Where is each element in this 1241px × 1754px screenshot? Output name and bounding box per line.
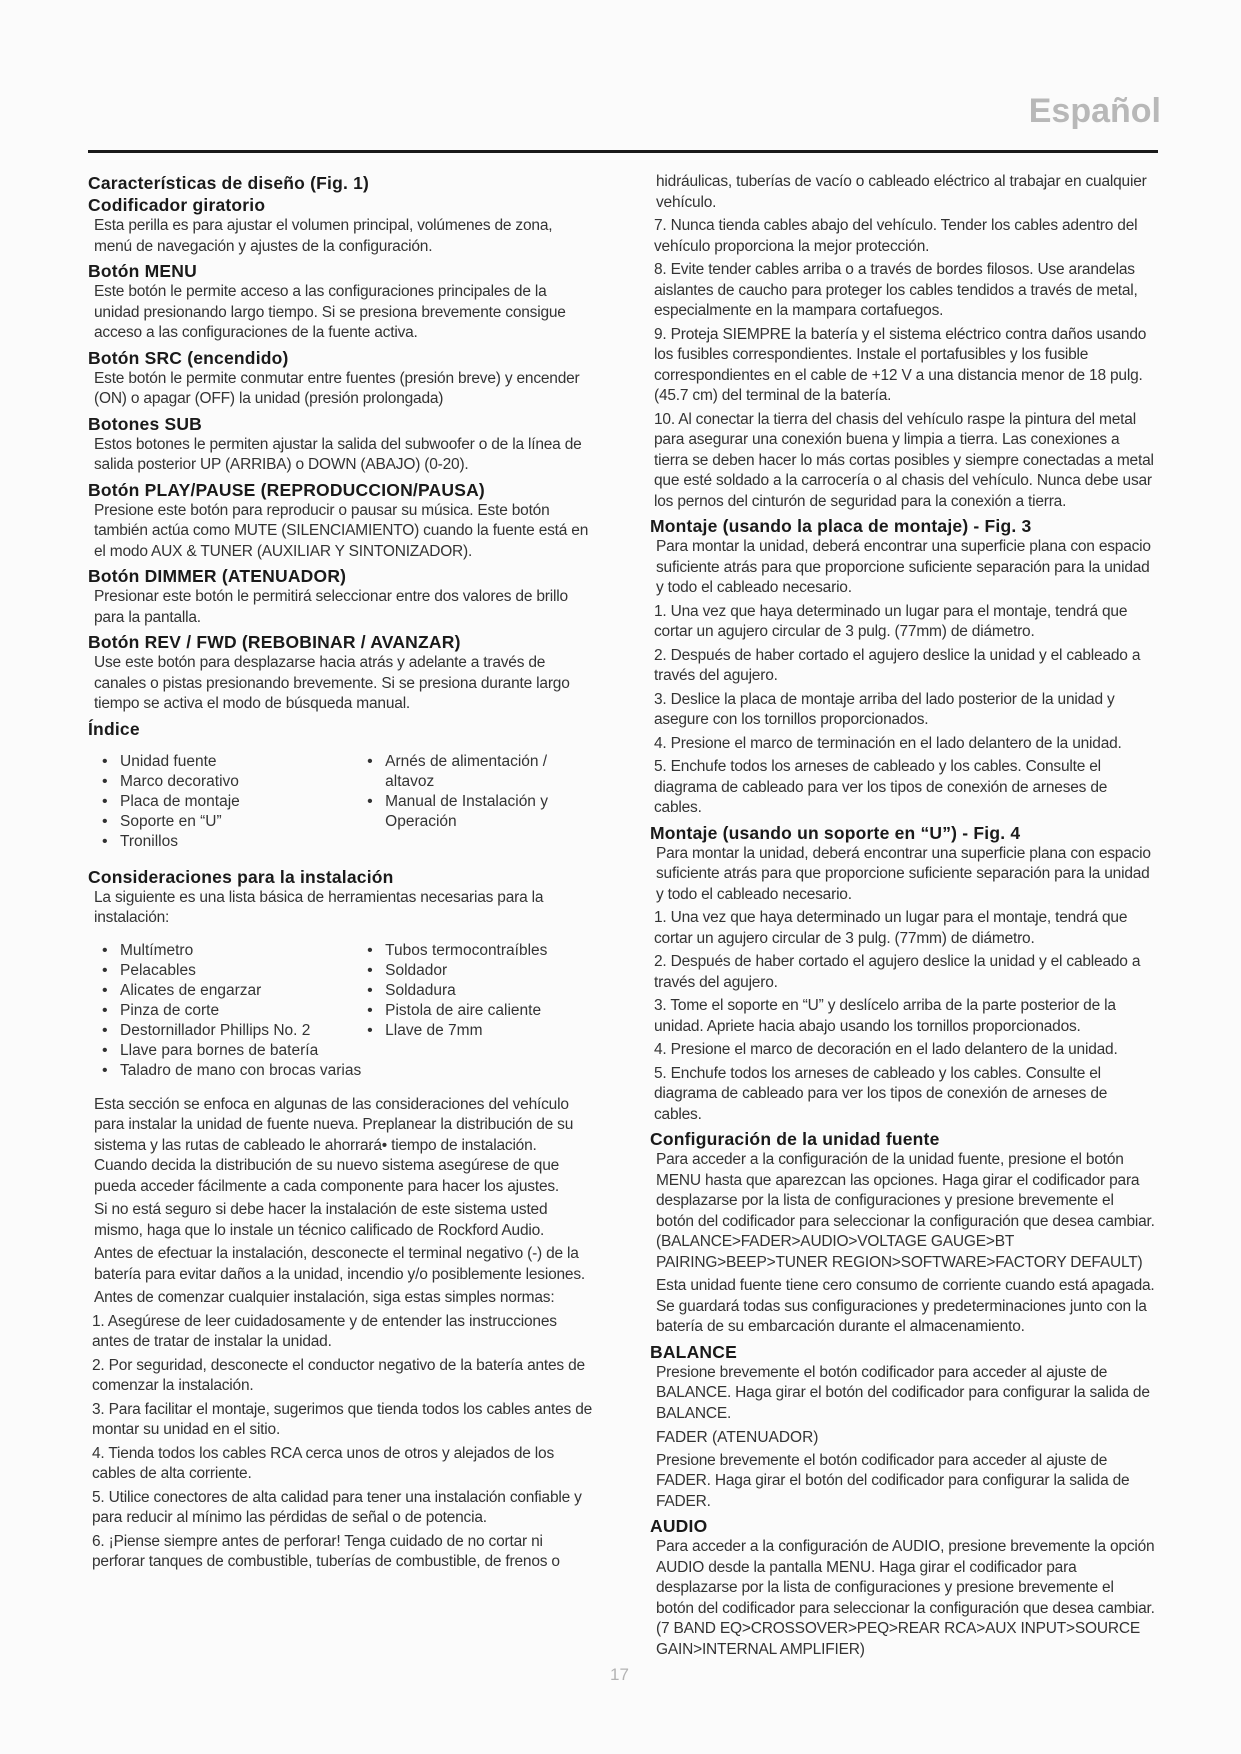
paragraph-zero-draw: Esta unidad fuente tiene cero consumo de corriente cuando está apagada. Se guardará todas sus configuraciones y predeterminaciones junto con la batería de su embarcación durante el almacenamiento.	[656, 1277, 1155, 1335]
list-item: • Llave de 7mm	[367, 1021, 593, 1041]
subtitle-dimmer-button: Botón DIMMER (ATENUADOR)	[88, 566, 347, 586]
rule-item: 8. Evite tender cables arriba o a través de bordes filosos. Use arandelas aislantes de caucho para proteger los cables tendidos a través de metal, especialmente en la mampara cortafuegos.	[654, 261, 1138, 319]
step-item: 1. Una vez que haya determinado un lugar para el montaje, tendrá que cortar un agujero circular de 3 pulg. (77mm) de diámetro.	[654, 909, 1128, 947]
rule-item: 2. Por seguridad, desconecte el conductor negativo de la batería antes de comenzar la instalación.	[92, 1356, 585, 1394]
step-item: 2. Después de haber cortado el agujero deslice la unidad y el cableado a través del agujero.	[654, 953, 1141, 991]
list-item: • Multímetro	[102, 941, 367, 961]
section-title-source-config: Configuración de la unidad fuente	[650, 1129, 940, 1149]
paragraph-rules-intro: Antes de comenzar cualquier instalación, siga estas simples normas:	[94, 1289, 555, 1306]
subtitle-rotary-encoder: Codificador giratorio	[88, 195, 266, 215]
tools-list	[102, 941, 593, 1081]
paragraph-menu-button: Este botón le permite acceso a las configuraciones principales de la unidad presionando largo tiempo. Si se presiona brevemente consigue acceso a las configuraciones de la fuente activa.	[94, 283, 566, 341]
list-item: • Manual de Instalación y Operación	[367, 792, 593, 832]
step-item: 5. Enchufe todos los arneses de cableado y los cables. Consulte el diagrama de cableado para ver los tipos de conexión de arneses de cables.	[654, 758, 1108, 816]
paragraph-rule-continuation: hidráulicas, tuberías de vacío o cableado eléctrico al trabajar en cualquier vehículo.	[656, 173, 1147, 211]
paragraph-technician: Si no está seguro si debe hacer la instalación de este sistema usted mismo, haga que lo instale un técnico calificado de Rockford Audio.	[94, 1201, 548, 1239]
rule-item: 4. Tienda todos los cables RCA cerca unos de otros y alejados de los cables de alta corriente.	[92, 1444, 555, 1482]
step-item: 5. Enchufe todos los arneses de cableado y los cables. Consulte el diagrama de cableado para ver los tipos de conexión de arneses de cables.	[654, 1064, 1108, 1123]
step-item: 4. Presione el marco de terminación en el lado delantero de la unidad.	[654, 734, 1122, 752]
paragraph-balance: Presione brevemente el botón codificador para acceder al ajuste de BALANCE. Haga girar el botón del codificador para configurar la salida de BALANCE.	[656, 1363, 1150, 1422]
subtitle-src-button: Botón SRC (encendido)	[88, 347, 289, 368]
paragraph-mounting-plate: Para montar la unidad, deberá encontrar una superficie plana con espacio suficiente atrás para que proporcione suficiente separación para la unidad y todo el cableado necesario.	[656, 538, 1151, 596]
list-item: • Marco decorativo	[102, 772, 367, 792]
section-title-design-features: Características de diseño (Fig. 1)	[88, 173, 370, 193]
paragraph-rotary-encoder: Esta perilla es para ajustar el volumen principal, volúmenes de zona, menú de navegación y ajustes de la configuración.	[94, 217, 553, 255]
list-item: • Soporte en “U”	[102, 812, 367, 832]
rule-item: 10. Al conectar la tierra del chasis del vehículo raspe la pintura del metal para asegurar una conexión buena y limpia a tierra. Las conexiones a tierra se deben hacer lo más cortas posibles y siempre conectadas a metal que esté soldado a la carrocería o al chasis del vehículo. Nunca debe usar los pernos del cinturón de seguridad para la conexión a tierra.	[654, 410, 1154, 510]
paragraph-play-pause-button: Presione este botón para reproducir o pausar su música. Este botón también actúa como MUTE (SILENCIAMIENTO) cuando la fuente está en el modo AUX & TUNER (AUXILIAR Y SINTONIZADOR).	[94, 501, 589, 560]
subtitle-rev-fwd-button: Botón REV / FWD (REBOBINAR / AVANZAR)	[88, 632, 461, 652]
language-heading: Español	[1028, 92, 1161, 130]
list-item: • Pistola de aire caliente	[367, 1001, 593, 1021]
paragraph-fader: Presione brevemente el botón codificador para acceder al ajuste de FADER. Haga girar el botón del codificador para configurar la salida de FADER.	[656, 1451, 1130, 1510]
paragraph-rev-fwd-button: Use este botón para desplazarse hacia atrás y adelante a través de canales o pistas presionando brevemente. Si se presiona durante largo tiempo se activa el modo de búsqueda manual.	[94, 654, 570, 712]
section-title-installation: Consideraciones para la instalación	[88, 866, 394, 887]
paragraph-source-config: Para acceder a la configuración de la unidad fuente, presione el botón MENU hasta que aparezcan las opciones. Haga girar el codificador para desplazarse por la lista de configuraciones y presione brevemente el botón del codificador para seleccionar la configuración que desea cambiar. (BALANCE>FADER>AUDIO>VOLTAGE GAUGE>BT PAIRING>BEEP>TUNER REGION>SOFTWARE>FACTORY DEFAULT)	[656, 1151, 1155, 1271]
subtitle-play-pause-button: Botón PLAY/PAUSE (REPRODUCCION/PAUSA)	[88, 479, 485, 500]
list-item: • Arnés de alimentación / altavoz	[367, 752, 593, 792]
paragraph-u-bracket: Para montar la unidad, deberá encontrar una superficie plana con espacio suficiente atrás para que proporcione suficiente separación para la unidad y todo el cableado necesario.	[656, 844, 1151, 903]
step-item: 1. Una vez que haya determinado un lugar para el montaje, tendrá que cortar un agujero circular de 3 pulg. (77mm) de diámetro.	[654, 602, 1128, 640]
list-item: • Llave para bornes de batería	[102, 1041, 367, 1061]
header-rule	[88, 150, 1158, 153]
list-item: • Placa de montaje	[102, 792, 367, 812]
section-title-balance: BALANCE	[650, 1341, 737, 1362]
section-title-index: Índice	[88, 718, 140, 739]
step-item: 3. Tome el soporte en “U” y deslícelo arriba de la parte posterior de la unidad. Apriete hacia abajo usando los tornillos proporcionados.	[654, 997, 1116, 1035]
list-item: • Taladro de mano con brocas varias	[102, 1061, 367, 1081]
rule-item: 3. Para facilitar el montaje, sugerimos que tienda todos los cables antes de montar su unidad en el sitio.	[92, 1400, 593, 1438]
section-title-audio: AUDIO	[650, 1516, 708, 1536]
list-item: • Soldadura	[367, 981, 593, 1001]
rule-item: 5. Utilice conectores de alta calidad para tener una instalación confiable y para reducir al mínimo las pérdidas de señal o de potencia.	[92, 1488, 582, 1526]
step-item: 2. Después de haber cortado el agujero deslice la unidad y el cableado a través del agujero.	[654, 646, 1141, 684]
section-title-u-bracket: Montaje (usando un soporte en “U”) - Fig. 4	[650, 822, 1021, 843]
list-item: • Destornillador Phillips No. 2	[102, 1021, 367, 1041]
list-item: • Unidad fuente	[102, 752, 367, 772]
list-item: • Pelacables	[102, 961, 367, 981]
subtitle-sub-buttons: Botones SUB	[88, 413, 203, 434]
right-column	[650, 172, 1155, 1663]
list-item: • Tubos termocontraíbles	[367, 941, 593, 961]
rule-item: 7. Nunca tienda cables abajo del vehículo. Tender los cables adentro del vehículo proporciona la mejor protección.	[654, 217, 1138, 255]
index-list	[102, 752, 593, 852]
subtitle-menu-button: Botón MENU	[88, 261, 197, 281]
list-item: • Alicates de engarzar	[102, 981, 367, 1001]
rule-item: 9. Proteja SIEMPRE la batería y el sistema eléctrico contra daños usando los fusibles correspondientes. Instale el portafusibles y los fusible correspondientes en el cable de +12 V a una distancia menor de 18 pulg. (45.7 cm) del terminal de la batería.	[654, 325, 1147, 404]
step-item: 3. Deslice la placa de montaje arriba del lado posterior de la unidad y asegure con los tornillos proporcionados.	[654, 690, 1115, 728]
paragraph-audio: Para acceder a la configuración de AUDIO, presione brevemente la opción AUDIO desde la pantalla MENU. Haga girar el codificador para desplazarse por la lista de configuraciones y presione brevemente el botón del codificador para seleccionar la configuración que desea cambiar. (7 BAND EQ>CROSSOVER>PEQ>REAR RCA>AUX INPUT>SOURCE GAIN>INTERNAL AMPLIFIER)	[656, 1538, 1155, 1658]
step-item: 4. Presione el marco de decoración en el lado delantero de la unidad.	[654, 1041, 1118, 1058]
list-item: • Pinza de corte	[102, 1001, 367, 1021]
list-item: • Tronillos	[102, 832, 367, 852]
rule-item: 6. ¡Piense siempre antes de perforar! Tenga cuidado de no cortar ni perforar tanques de combustible, tuberías de combustible, de frenos o	[92, 1532, 560, 1570]
paragraph-disconnect-battery: Antes de efectuar la instalación, desconecte el terminal negativo (-) de la batería para evitar daños a la unidad, incendio y/o posiblemente lesiones.	[94, 1245, 586, 1283]
left-column	[88, 172, 593, 1576]
paragraph-installation-intro: La siguiente es una lista básica de herramientas necesarias para la instalación:	[94, 888, 544, 926]
paragraph-src-button: Este botón le permite conmutar entre fuentes (presión breve) y encender (ON) o apagar (OFF) la unidad (presión prolongada)	[94, 369, 580, 407]
list-item: • Soldador	[367, 961, 593, 981]
paragraph-sub-buttons: Estos botones le permiten ajustar la salida del subwoofer o de la línea de salida posterior UP (ARRIBA) o DOWN (ABAJO) (0-20).	[94, 435, 582, 473]
section-title-mounting-plate: Montaje (usando la placa de montaje) - Fig. 3	[650, 516, 1032, 536]
subtitle-fader: FADER (ATENUADOR)	[656, 1429, 819, 1446]
paragraph-vehicle-considerations: Esta sección se enfoca en algunas de las consideraciones del vehículo para instalar la unidad de fuente nueva. Preplanear la distribución de su sistema y las rutas de cableado le ahorrará• tiempo de instalación. Cuando decida la distribución de su nuevo sistema asegúrese de que pueda acceder fácilmente a cada componente para hacer los ajustes.	[94, 1095, 574, 1195]
page-number: 17	[610, 1665, 629, 1684]
paragraph-dimmer-button: Presionar este botón le permitirá seleccionar entre dos valores de brillo para la pantalla.	[94, 588, 568, 626]
rule-item: 1. Asegúrese de leer cuidadosamente y de entender las instrucciones antes de tratar de instalar la unidad.	[92, 1312, 557, 1350]
